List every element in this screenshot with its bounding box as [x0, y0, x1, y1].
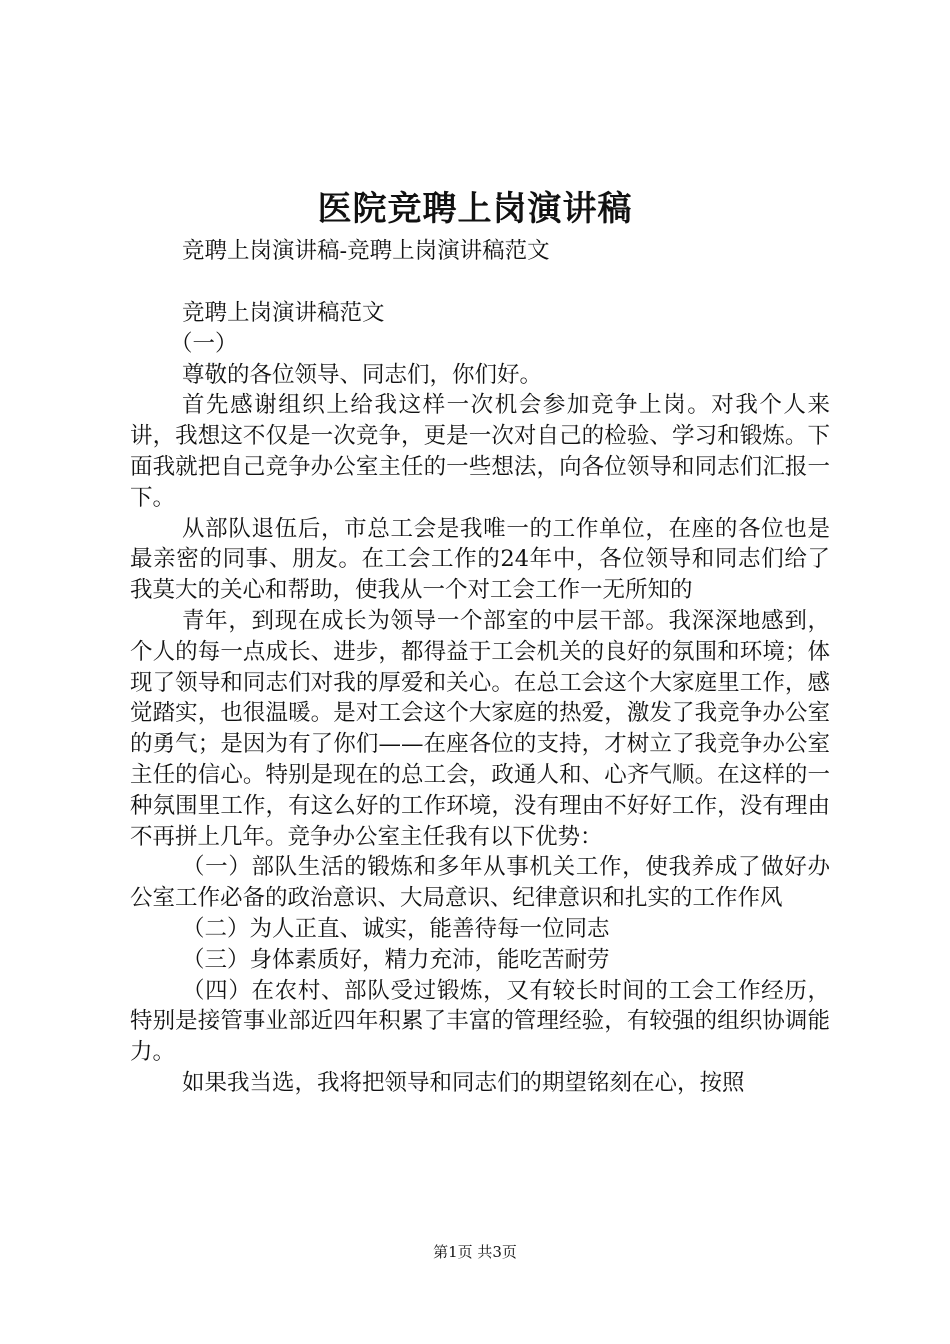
document-body	[130, 298, 830, 1099]
page-footer: 第1页 共3页	[433, 1243, 517, 1261]
document-title: 医院竞聘上岗演讲稿	[317, 189, 633, 229]
list-item: （四）在农村、部队受过锻炼，又有较长时间的工会工作经历，特别是接管事业部近四年积累了丰富的管理经验，有较强的组织协调能力。	[130, 977, 830, 1066]
list-item: （一）部队生活的锻炼和多年从事机关工作，使我养成了做好办公室工作必备的政治意识、大局意识、纪律意识和扎实的工作作风	[130, 854, 830, 912]
paragraph-section-marker: （一）	[170, 330, 238, 357]
paragraph: 首先感谢组织上给我这样一次机会参加竞争上岗。对我个人来讲，我想这不仅是一次竞争，更是一次对自己的检验、学习和锻炼。下面我就把自己竞争办公室主任的一些想法，向各位领导和同志们汇报一下。	[130, 392, 830, 511]
document-subtitle: 竞聘上岗演讲稿-竞聘上岗演讲稿范文	[182, 238, 550, 264]
list-item: （二）为人正直、诚实，能善待每一位同志	[182, 915, 610, 942]
paragraph-greeting: 尊敬的各位领导、同志们，你们好。	[182, 361, 543, 388]
list-item: （三）身体素质好，精力充沛，能吃苦耐劳	[182, 946, 610, 973]
paragraph: 从部队退伍后，市总工会是我唯一的工作单位，在座的各位也是最亲密的同事、朋友。在工会工作的24年中，各位领导和同志们给了我莫大的关心和帮助，使我从一个对工会工作一无所知的	[130, 515, 830, 604]
paragraph: 如果我当选，我将把领导和同志们的期望铭刻在心，按照	[182, 1069, 745, 1096]
paragraph: 青年，到现在成长为领导一个部室的中层干部。我深深地感到，个人的每一点成长、进步，都得益于工会机关的良好的氛围和环境；体现了领导和同志们对我的厚爱和关心。在总工会这个大家庭里工作，感觉踏实，也很温暖。是对工会这个大家庭的热爱，激发了我竞争办公室的勇气；是因为有了你们——在座各位的支持，才树立了我竞争办公室主任的信心。特别是现在的总工会，政通人和、心齐气顺。在这样的一种氛围里工作，有这么好的工作环境，没有理由不好好工作，没有理由不再拼上几年。竞争办公室主任我有以下优势：	[130, 607, 830, 850]
paragraph-heading: 竞聘上岗演讲稿范文	[182, 300, 385, 326]
